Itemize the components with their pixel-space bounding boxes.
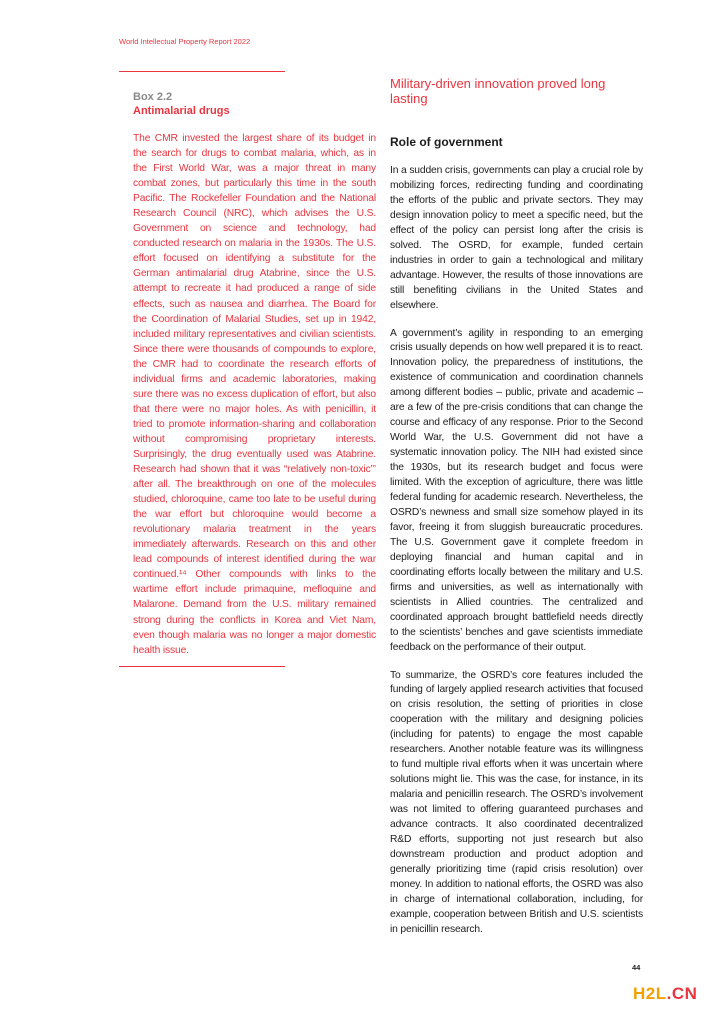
- box-bottom-rule: [119, 666, 285, 667]
- subheading: Role of government: [390, 135, 503, 149]
- box-body: The CMR invested the largest share of its budget in the search for drugs to combat malaria, which, as in the First World War, was a major threat in many combat zones, but particularly this time in the south Pacific. The Rockefeller Foundation and the National Research Council (NRC), which advises the U.S. Government on science and technology, had conducted research on malaria in the 1930s. The U.S. effort focused on identifying a substitute for the German antimalarial drug Atabrine, since the U.S. attempt to recreate it had produced a range of side effects, such as nausea and diarrhea. The Board for the Coordination of Malarial Studies, set up in 1942, included military representatives and civilian scientists. Since there were thousands of compounds to explore, the CMR had to coordinate the research efforts of individual firms and academic laboratories, making sure there was no excess duplication of effort, but also that there were no major holes. As with penicillin, it tried to promote information-sharing and collaboration without compromising proprietary interests. Surprisingly, the drug eventually used was Atabrine. Research had shown that it was “relatively non-toxic”’ after all. The breakthrough on one of the molecules studied, chloroquine, came too late to be useful during the war effort but chloroquine would become a revolutionary malaria treatment in the years immediately afterwards. Research on this and other lead compounds of interest identified during the war continued.¹⁴ Other compounds with links to the wartime effort include primaquine, mefloquine and Malarone. Demand from the U.S. military remained strong during the conflicts in Korea and Viet Nam, even though malaria was no longer a major domestic health issue.: [133, 133, 376, 656]
- watermark-logo: [633, 984, 697, 1004]
- paragraph: To summarize, the OSRD’s core features included the funding of largely applied research activities that focused on crisis resolution, the setting of priorities in close cooperation with the military and designing policies (including for patents) to engage the most capable researchers. Another notable feature was its willingness to fund multiple rival efforts when it was uncertain where solutions might lie. This was the case, for instance, in its malaria and penicillin research. The OSRD’s involvement was not limited to offering guaranteed purchases and advance contracts. It also coordinated decentralized R&D efforts, supporting not just research but also downstream production and product adoption and generally prioritizing time (rapid crisis resolution) over money. In addition to national efforts, the OSRD was also in charge of international collaboration, including, for example, cooperation between British and U.S. scientists in penicillin research.: [390, 669, 643, 935]
- paragraph: In a sudden crisis, governments can play a crucial role by mobilizing forces, redirecting funding and coordinating the efforts of the public and private sectors. They may design innovation policy to meet a specific need, but the effect of the policy can persist long after the crisis is solved. The OSRD, for example, funded certain industries in order to gain a technological and military advantage. However, the results of those innovations are still benefiting civilians in the United States and elsewhere.: [390, 165, 643, 311]
- main-column: [390, 164, 643, 951]
- paragraph: A government’s agility in responding to an emerging crisis usually depends on how well prepared it is to react. Innovation policy, the preparedness of institutions, the existence of communication and coordination channels among different bodies – public, private and academic – are a few of the pre-crisis conditions that can change the course and efficacy of any response. Prior to the Second World War, the U.S. Government did not have a systematic innovation policy. The NIH had existed since the 1930s, but its research budget and focus were limited. With the exception of agriculture, there was little federal funding for academic research. Nevertheless, the OSRD’s newness and small size somehow played in its favor, freeing it from sluggish bureaucratic procedures. The U.S. Government gave it complete freedom in deploying financial and human capital and in coordinating efforts locally between the military and U.S. firms and universities, as well as internationally with scientists in Allied countries. The centralized and coordinated approach brought battlefield needs directly to the scientists’ benches and gave scientists immediate feedback on the performance of their output.: [390, 327, 643, 653]
- box-label: Box 2.2: [133, 91, 173, 103]
- box-title: Antimalarial drugs: [133, 105, 230, 117]
- watermark-part-2: .CN: [666, 984, 698, 1003]
- running-header: World Intellectual Property Report 2022: [119, 37, 251, 46]
- box-top-rule: [119, 71, 285, 72]
- section-heading: Military-driven innovation proved long lasting: [390, 76, 606, 106]
- watermark-part-1: H2L: [633, 984, 667, 1003]
- page-number: 44: [632, 963, 641, 972]
